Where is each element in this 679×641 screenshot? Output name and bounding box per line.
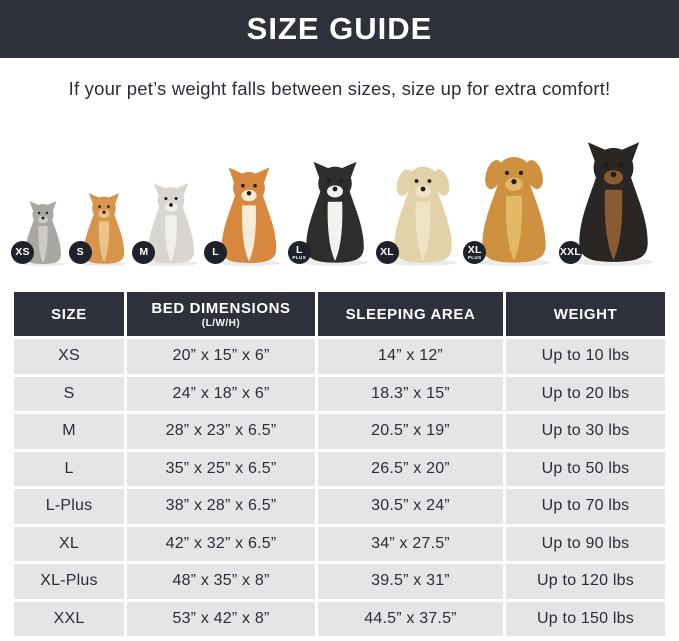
- badge-label: XL: [467, 243, 482, 256]
- badge-label: L: [296, 243, 303, 256]
- cell-sleeping-area: 18.3” x 15”: [318, 377, 503, 412]
- column-sublabel: (L/W/H): [201, 317, 241, 329]
- cell-bed-dimensions: 35” x 25” x 6.5”: [127, 452, 315, 487]
- cell-sleeping-area: 26.5” x 20”: [318, 452, 503, 487]
- pet-border-collie: [292, 160, 375, 266]
- pet-french-bulldog: [139, 182, 203, 266]
- cell-weight: Up to 90 lbs: [506, 527, 665, 562]
- size-badge-xxl: [559, 241, 582, 264]
- pet-cat: [15, 200, 68, 266]
- pet-pomeranian: [76, 192, 132, 266]
- size-table: [14, 292, 665, 636]
- badge-sublabel: PLUS: [292, 255, 307, 260]
- cell-weight: Up to 150 lbs: [506, 602, 665, 637]
- cell-bed-dimensions: 48” x 35” x 8”: [127, 564, 315, 599]
- cell-bed-dimensions: 28” x 23” x 6.5”: [127, 414, 315, 449]
- cell-sleeping-area: 30.5” x 24”: [318, 489, 503, 524]
- column-header-bed-dimensions: [127, 292, 315, 336]
- cell-size: XL: [14, 527, 124, 562]
- badge-label: XS: [15, 246, 30, 259]
- badge-label: M: [139, 246, 149, 259]
- column-label: WEIGHT: [553, 305, 618, 323]
- pet-shiba-inu: [211, 166, 287, 266]
- cell-bed-dimensions: 53” x 42” x 8”: [127, 602, 315, 637]
- cell-size: S: [14, 377, 124, 412]
- cell-weight: Up to 10 lbs: [506, 339, 665, 374]
- cell-size: XS: [14, 339, 124, 374]
- cell-bed-dimensions: 24” x 18” x 6”: [127, 377, 315, 412]
- badge-label: S: [76, 246, 84, 259]
- pet-labrador: [380, 160, 463, 266]
- size-badge-xs: [11, 241, 34, 264]
- column-header-sleeping-area: [318, 292, 503, 336]
- page-title: SIZE GUIDE: [246, 11, 433, 46]
- cell-weight: Up to 70 lbs: [506, 489, 665, 524]
- pet-doberman: [559, 140, 661, 266]
- column-header-weight: [506, 292, 665, 336]
- cell-size: L-Plus: [14, 489, 124, 524]
- cell-bed-dimensions: 20” x 15” x 6”: [127, 339, 315, 374]
- header-bar: [0, 0, 679, 58]
- badge-label: L: [212, 246, 219, 259]
- column-label: BED DIMENSIONS: [151, 299, 291, 317]
- cell-bed-dimensions: 42” x 32” x 6.5”: [127, 527, 315, 562]
- column-label: SLEEPING AREA: [345, 305, 476, 323]
- cell-sleeping-area: 39.5” x 31”: [318, 564, 503, 599]
- column-label: SIZE: [51, 305, 87, 323]
- cell-bed-dimensions: 38” x 28” x 6.5”: [127, 489, 315, 524]
- cell-sleeping-area: 14” x 12”: [318, 339, 503, 374]
- cell-weight: Up to 120 lbs: [506, 564, 665, 599]
- badge-label: XXL: [559, 246, 581, 259]
- size-badge-l-plus: [288, 241, 311, 264]
- cell-size: XL-Plus: [14, 564, 124, 599]
- badge-sublabel: PLUS: [467, 255, 482, 260]
- cell-sleeping-area: 44.5” x 37.5”: [318, 602, 503, 637]
- subtitle-text: If your pet’s weight falls between sizes, size up for extra comfort!: [68, 78, 611, 99]
- cell-size: L: [14, 452, 124, 487]
- column-header-size: [14, 292, 124, 336]
- cell-sleeping-area: 34” x 27.5”: [318, 527, 503, 562]
- cell-weight: Up to 50 lbs: [506, 452, 665, 487]
- size-badge-l: [204, 241, 227, 264]
- pet-lineup: [15, 114, 661, 266]
- badge-label: XL: [380, 246, 394, 259]
- size-badge-s: [69, 241, 92, 264]
- cell-weight: Up to 20 lbs: [506, 377, 665, 412]
- size-badge-xl: [376, 241, 399, 264]
- cell-weight: Up to 30 lbs: [506, 414, 665, 449]
- cell-size: XXL: [14, 602, 124, 637]
- pet-golden-retriever: [467, 150, 558, 266]
- cell-size: M: [14, 414, 124, 449]
- cell-sleeping-area: 20.5” x 19”: [318, 414, 503, 449]
